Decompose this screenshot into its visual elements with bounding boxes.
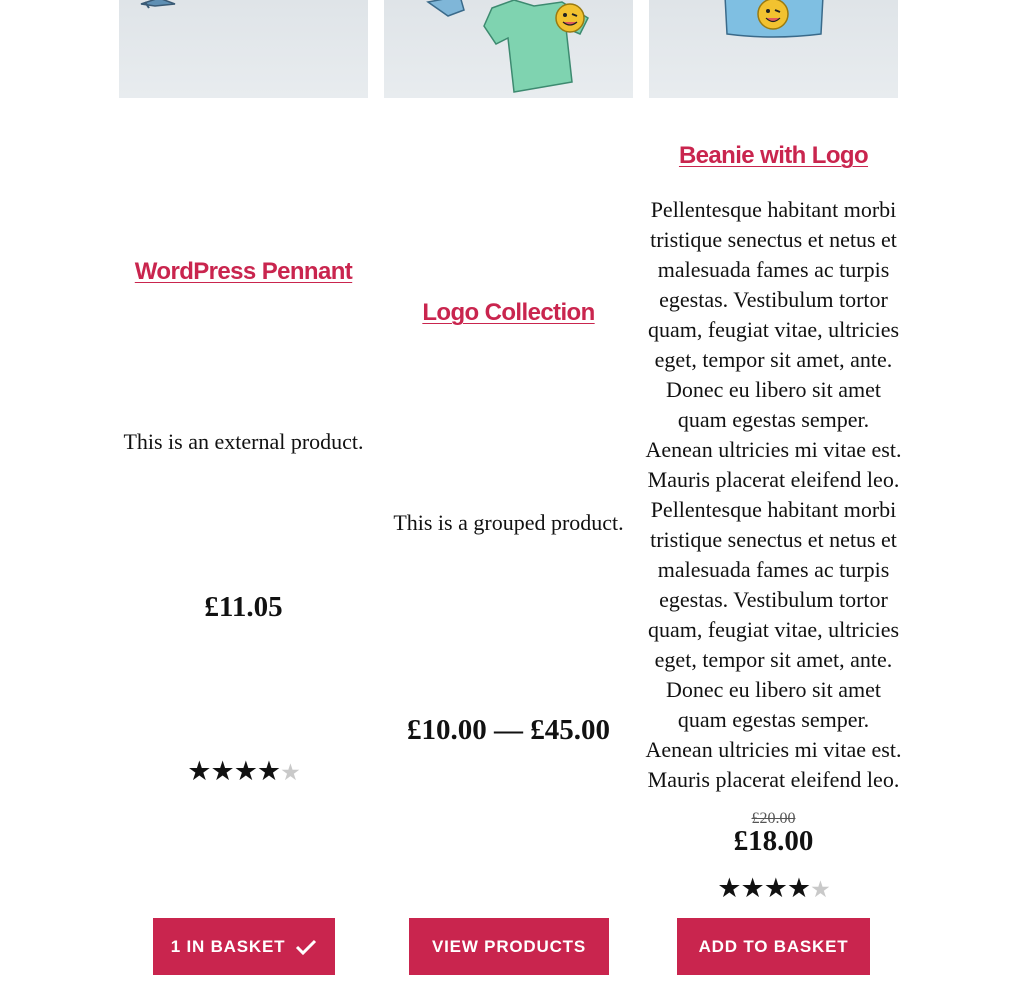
- sale-price: £18.00: [733, 825, 814, 857]
- star-empty-icon: ★: [810, 877, 830, 903]
- star-empty-icon: ★: [280, 760, 300, 786]
- button-label: 1 IN BASKET: [170, 936, 286, 956]
- star-rating: [649, 874, 898, 905]
- button-label: VIEW PRODUCTS: [432, 936, 586, 956]
- product-title-link[interactable]: WordPress Pennant: [134, 258, 353, 285]
- checkmark-icon: [295, 938, 317, 956]
- product-image-beanie-with-logo[interactable]: [649, 0, 898, 98]
- star-filled-icon: ★: [187, 756, 211, 787]
- star-filled-icon: ★: [740, 873, 764, 904]
- add-to-basket-button[interactable]: [677, 918, 870, 975]
- product-image-logo-collection[interactable]: [384, 0, 633, 98]
- product-description: This is a grouped product.: [393, 510, 624, 535]
- pennant-illustration-icon: [119, 0, 368, 98]
- product-price: £11.05: [204, 591, 283, 623]
- regular-price: £20.00: [751, 810, 796, 827]
- star-filled-icon: ★: [256, 756, 281, 787]
- star-filled-icon: ★: [717, 873, 741, 904]
- product-card-beanie-with-logo: [645, 0, 902, 996]
- star-filled-icon: ★: [786, 873, 811, 904]
- product-card-logo-collection: [384, 0, 633, 996]
- product-description: This is an external product.: [123, 429, 364, 454]
- product-image-wordpress-pennant[interactable]: [119, 0, 368, 98]
- beanie-illustration-icon: [649, 0, 898, 98]
- in-basket-button[interactable]: [153, 918, 335, 975]
- star-rating: [119, 757, 368, 788]
- star-filled-icon: ★: [210, 756, 234, 787]
- star-filled-icon: ★: [763, 873, 787, 904]
- product-description: Pellentesque habitant morbi tristique senectus et netus et malesuada fames ac turpis egestas. Vestibulum tortor quam, feugiat vitae, ultricies eget, tempor sit amet, ante. Donec eu libero sit amet quam egestas semper. Aenean ultricies mi vitae est. Mauris placerat eleifend leo. Pellentesque habitant morbi tristique senectus et netus et malesuada fames ac turpis egestas. Vestibulum tortor quam, feugiat vitae, ultricies eget, tempor sit amet, ante. Donec eu libero sit amet quam egestas semper. Aenean ultricies mi vitae est. Mauris placerat eleifend leo.: [645, 197, 902, 792]
- view-products-button[interactable]: [409, 918, 609, 975]
- product-card-wordpress-pennant: [119, 0, 368, 996]
- button-label: ADD TO BASKET: [698, 936, 849, 956]
- tshirt-illustration-icon: [384, 0, 633, 98]
- star-filled-icon: ★: [233, 756, 257, 787]
- product-title-link[interactable]: Logo Collection: [422, 299, 595, 326]
- product-price-range: £10.00 — £45.00: [407, 714, 610, 746]
- product-title-link[interactable]: Beanie with Logo: [678, 142, 869, 169]
